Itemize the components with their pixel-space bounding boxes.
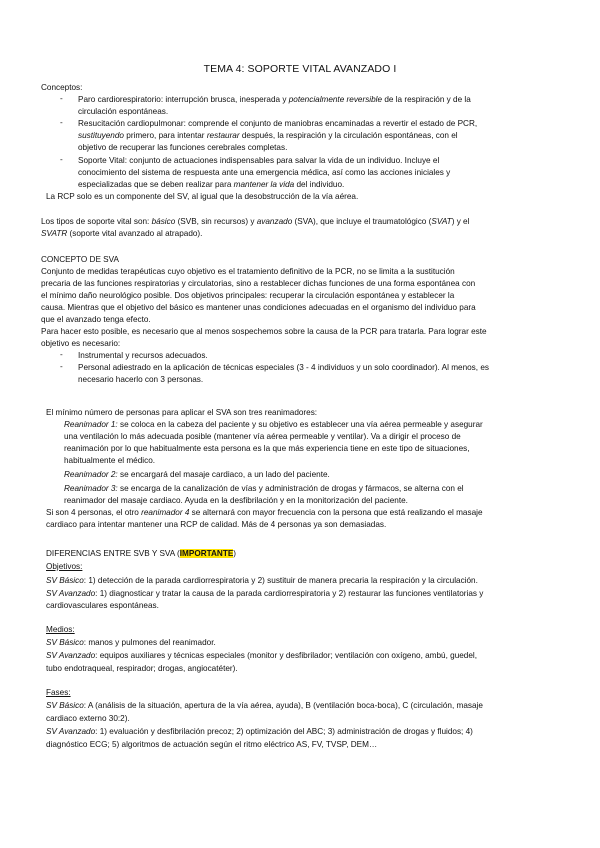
bullet-dash: - bbox=[60, 155, 63, 164]
fases-svb: SV Básico: A (análisis de la situación, apertura de la vía aérea, ayuda), B (ventilación boca-boca), C (circulación, masaje bbox=[46, 701, 483, 710]
reanimador-1-cont3: habitualmente el médico. bbox=[64, 456, 156, 465]
reanimador-3: Reanimador 3: se encarga de la canalización de vías y administración de drogas y fármacos, se alterna con el bbox=[64, 484, 464, 493]
reanimador-4-cont: cardiaco para intentar mantener una RCP de calidad. Más de 4 personas ya son demasiadas. bbox=[46, 520, 387, 529]
fases-sva-cont: diagnóstico ECG; 5) algoritmos de actuación según el ritmo eléctrico AS, FV, TVSP, DEM… bbox=[46, 740, 378, 749]
medios-heading: Medios: bbox=[46, 625, 75, 634]
page-title: TEMA 4: SOPORTE VITAL AVANZADO I bbox=[203, 63, 397, 75]
medios-sva: SV Avanzado: equipos auxiliares y técnicas especiales (monitor y desfibrilador; ventilación con oxígeno, ambú, guedel, bbox=[46, 651, 478, 660]
concept-sv-cont2: especializadas que se deben realizar para mantener la vida del individuo. bbox=[78, 180, 345, 189]
rcp-note: La RCP solo es un componente del SV, al igual que la desobstrucción de la vía aérea. bbox=[46, 192, 359, 201]
important-highlight: IMPORTANTE bbox=[179, 549, 234, 558]
concept-sv: Soporte Vital: conjunto de actuaciones indispensables para salvar la vida de un individuo. Incluye el bbox=[78, 156, 440, 165]
objetivos-sva: SV Avanzado: 1) diagnosticar y tratar la causa de la parada cardiorrespiratoria y 2) restaurar las funciones ventilatorias y bbox=[46, 589, 484, 598]
bullet-dash: - bbox=[60, 350, 63, 359]
reanimador-1: Reanimador 1: se coloca en la cabeza del paciente y su objetivo es establecer una vía aérea permeable y asegurar bbox=[64, 420, 483, 429]
requirement-item: Instrumental y recursos adecuados. bbox=[78, 351, 208, 360]
concepto-sva-p3: el mínimo daño neurológico posible. Dos objetivos principales: recuperar la circulación espontánea y establecer la bbox=[41, 291, 455, 300]
tipos-line2: SVATR (soporte vital avanzado al atrapado). bbox=[41, 229, 203, 238]
concept-rcp-cont: sustituyendo primero, para intentar restaurar después, la respiración y la circulación espontáneas, con el bbox=[78, 131, 458, 140]
bullet-dash: - bbox=[60, 94, 63, 103]
concept-paro-cont: circulación espontáneas. bbox=[78, 107, 169, 116]
reanimador-4: Si son 4 personas, el otro reanimador 4 se alternará con mayor frecuencia con la persona que está realizando el masaje bbox=[46, 508, 483, 517]
bullet-dash: - bbox=[60, 362, 63, 371]
diferencias-heading: DIFERENCIAS ENTRE SVB Y SVA (IMPORTANTE) bbox=[46, 549, 237, 558]
reanimador-1-cont: una ventilación lo más adecuada posible (mantener vía aérea permeable y ventilar). Va a dirigir el proceso de bbox=[64, 432, 461, 441]
concept-rcp: Resucitación cardiopulmonar: comprende el conjunto de maniobras encaminadas a revertir el estado de PCR, bbox=[78, 119, 478, 128]
concept-rcp-cont2: objetivo de recuperar las funciones cerebrales completas. bbox=[78, 143, 288, 152]
concept-paro: Paro cardiorespiratorio: interrupción brusca, inesperada y potencialmente reversible de la respiración y de la bbox=[78, 95, 471, 104]
reanimador-3-cont: reanimador del masaje cardiaco. Ayuda en la desfibrilación y en la monitorización del paciente. bbox=[64, 496, 408, 505]
fases-heading: Fases: bbox=[46, 688, 71, 697]
reanimadores-intro: El mínimo número de personas para aplicar el SVA son tres reanimadores: bbox=[46, 408, 318, 417]
concept-sv-cont: conocimiento del sistema de respuesta ante una emergencia médica, así como las acciones iniciales y bbox=[78, 168, 451, 177]
objetivos-sva-cont: cardiovasculares espontáneas. bbox=[46, 601, 159, 610]
medios-sva-cont: tubo endotraqueal, respirador; drogas, angiocatéter). bbox=[46, 664, 238, 673]
concepto-sva-p7: objetivo es necesario: bbox=[41, 339, 121, 348]
concepto-sva-p1: Conjunto de medidas terapéuticas cuyo objetivo es el tratamiento definitivo de la PCR, no se limita a la sustitución bbox=[41, 267, 455, 276]
concepto-sva-p2: precaria de las funciones respiratorias y circulatorias, sino a restablecer dichas funciones de una forma espontánea con bbox=[41, 279, 476, 288]
bullet-dash: - bbox=[60, 118, 63, 127]
fases-sva: SV Avanzado: 1) evaluación y desfibrilación precoz; 2) optimización del ABC; 3) administración de drogas y fluidos; 4) bbox=[46, 727, 473, 736]
requirement-item: Personal adiestrado en la aplicación de técnicas especiales (3 - 4 individuos y un solo coordinador). Al menos, es bbox=[78, 363, 489, 372]
fases-svb-cont: cardiaco externo 30:2). bbox=[46, 714, 130, 723]
concepto-sva-p5: que el avanzado tenga efecto. bbox=[41, 315, 151, 324]
tipos-line1: Los tipos de soporte vital son: básico (SVB, sin recursos) y avanzado (SVA), que incluye el traumatológico (SVAT) y el bbox=[41, 217, 470, 226]
objetivos-heading: Objetivos: bbox=[46, 562, 83, 571]
reanimador-2: Reanimador 2: se encargará del masaje cardiaco, a un lado del paciente. bbox=[64, 470, 330, 479]
conceptos-heading: Conceptos: bbox=[41, 83, 83, 92]
concepto-sva-heading: CONCEPTO DE SVA bbox=[41, 255, 119, 264]
reanimador-1-cont2: reanimación por lo que habitualmente esta persona es la que más experiencia tiene en este tipo de situaciones, bbox=[64, 444, 470, 453]
medios-svb: SV Básico: manos y pulmones del reanimador. bbox=[46, 638, 216, 647]
objetivos-svb: SV Básico: 1) detección de la parada cardiorrespiratoria y 2) sustituir de manera precaria la respiración y la circulación. bbox=[46, 576, 478, 585]
concepto-sva-p6: Para hacer esto posible, es necesario que al menos sospechemos sobre la causa de la PCR para tratarla. Para lograr este bbox=[41, 327, 487, 336]
concepto-sva-p4: causa. Mientras que el objetivo del básico es mantener unas condiciones adecuadas en el organismo del individuo para bbox=[41, 303, 476, 312]
requirement-item-cont: necesario hacerlo con 3 personas. bbox=[78, 375, 204, 384]
